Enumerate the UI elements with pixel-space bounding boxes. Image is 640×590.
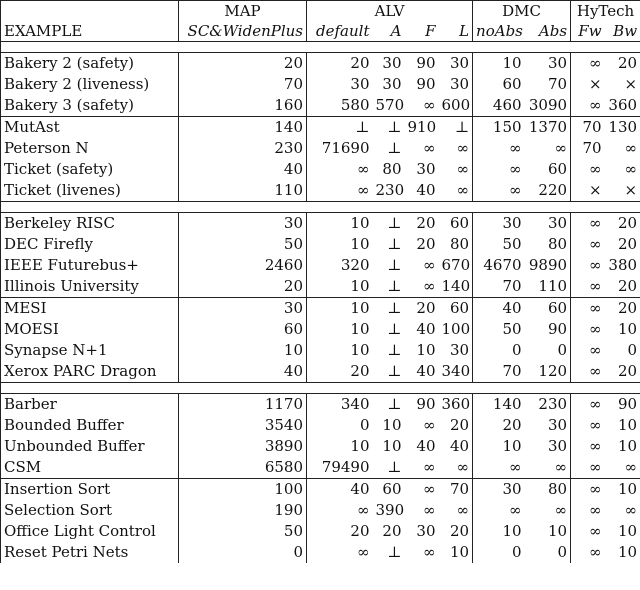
cell-example: Insertion Sort (1, 479, 179, 501)
cell-hy-bw: 10 (605, 436, 640, 457)
cell-dmc-abs: 9890 (528, 256, 568, 274)
cell-alv-default: ∞ (307, 500, 373, 521)
cell-hy-bw: 20 (605, 234, 640, 255)
cell-dmc-abs: 60 (525, 298, 571, 320)
cell-hy-fw: ∞ (571, 457, 605, 479)
cell-alv-f: 40 (416, 362, 436, 380)
cell-dmc-noabs: 10 (473, 436, 525, 457)
table-row (1, 117, 640, 139)
table-row (1, 521, 640, 542)
cell-alv-f: ∞ (423, 256, 436, 274)
cell-hy-fw: × (571, 74, 605, 95)
cell-hy-fw: ∞ (571, 394, 605, 416)
table-row (1, 319, 640, 340)
cell-alv-l: 40 (449, 437, 470, 455)
cell-alv-default: 40 (307, 479, 373, 501)
cell-alv-default: 20 (307, 361, 373, 383)
cell-hy-fw: ∞ (571, 542, 605, 563)
cell-alv-f: 20 (405, 298, 439, 320)
cell-map: 30 (179, 298, 307, 320)
cell-hy-bw: 20 (605, 298, 640, 320)
cell-hy-bw: ∞ (605, 457, 640, 479)
header-alv-default: default (307, 21, 373, 42)
cell-hy-bw: 10 (605, 479, 640, 501)
cell-alv-a: 570 (375, 96, 405, 114)
cell-hy-bw: 0 (605, 340, 640, 361)
cell-example: Reset Petri Nets (1, 542, 179, 563)
cell-hy-fw: ∞ (571, 521, 605, 542)
table-row (1, 457, 640, 479)
cell-alv-f: 90 (416, 75, 436, 93)
cell-alv-a: 60 (373, 479, 405, 501)
cell-hy-fw: ∞ (571, 234, 605, 255)
cell-dmc-abs: 80 (547, 235, 568, 253)
cell-alv-l: ∞ (456, 501, 470, 519)
cell-alv-l: ∞ (456, 160, 470, 178)
cell-map: 20 (179, 276, 307, 298)
cell-example: Peterson N (1, 138, 179, 159)
header-alv-f: F (405, 21, 439, 42)
table-body (1, 42, 640, 564)
table-row (1, 361, 640, 383)
cell-alv-a: ⊥ (387, 362, 402, 380)
cell-alv-f: ∞ (405, 479, 439, 501)
cell-alv-l: 30 (449, 54, 470, 72)
header-dmc-abs: Abs (525, 21, 571, 42)
cell-hy-fw: ∞ (571, 255, 605, 276)
cell-example: Bakery 3 (safety) (1, 95, 179, 117)
cell-dmc-abs: 80 (525, 479, 571, 501)
cell-alv-f: 20 (416, 214, 436, 232)
cell-dmc-noabs: 50 (473, 234, 525, 255)
table-row (1, 500, 640, 521)
cell-dmc-abs: 30 (547, 214, 568, 232)
cell-map: 3540 (179, 415, 307, 436)
cell-alv-f: 40 (416, 437, 436, 455)
cell-alv-default: 580 (307, 95, 373, 117)
table-row (1, 74, 640, 95)
table-row (1, 340, 640, 361)
cell-hy-fw: 70 (571, 117, 605, 139)
cell-dmc-noabs: 4670 (473, 255, 525, 276)
cell-alv-a: ⊥ (387, 256, 402, 274)
cell-alv-a: ⊥ (387, 320, 402, 338)
table-row (1, 159, 640, 180)
cell-dmc-noabs: 10 (473, 53, 525, 75)
cell-map: 70 (179, 74, 307, 95)
cell-example: MutAst (1, 117, 179, 139)
cell-alv-l: 10 (449, 543, 470, 561)
cell-alv-default: ⊥ (307, 117, 373, 139)
cell-dmc-abs: 0 (557, 341, 568, 359)
cell-alv-f: 910 (405, 117, 439, 139)
cell-alv-a: 80 (382, 160, 402, 178)
cell-example: MESI (1, 298, 179, 320)
cell-hy-bw: 10 (605, 521, 640, 542)
cell-alv-l: 70 (439, 479, 473, 501)
cell-dmc-abs: 110 (538, 277, 568, 295)
cell-alv-default: 20 (307, 521, 373, 542)
cell-dmc-abs: 3090 (528, 96, 568, 114)
cell-map: 60 (179, 319, 307, 340)
cell-dmc-noabs: ∞ (473, 180, 525, 202)
cell-alv-l: ∞ (456, 181, 470, 199)
cell-map: 50 (179, 234, 307, 255)
cell-alv-a: ⊥ (387, 395, 402, 413)
header-alv-a: A (373, 21, 405, 42)
header-alv-l: L (439, 21, 473, 42)
cell-hy-bw: 20 (605, 361, 640, 383)
group-separator (1, 202, 640, 213)
cell-dmc-noabs: 60 (473, 74, 525, 95)
cell-alv-f: ∞ (423, 96, 436, 114)
cell-hy-fw: ∞ (571, 95, 605, 117)
cell-dmc-abs: 70 (547, 75, 568, 93)
cell-dmc-noabs: 140 (473, 394, 525, 416)
cell-alv-l: 20 (449, 416, 470, 434)
cell-alv-default: 340 (307, 394, 373, 416)
cell-alv-a: ⊥ (373, 117, 405, 139)
cell-hy-bw: 20 (605, 53, 640, 75)
table-row (1, 276, 640, 298)
cell-alv-l: 360 (441, 395, 471, 413)
cell-hy-fw: ∞ (571, 53, 605, 75)
cell-dmc-noabs: ∞ (473, 457, 525, 479)
table-row (1, 213, 640, 235)
cell-alv-f: 40 (416, 181, 436, 199)
table-header (1, 1, 640, 42)
cell-alv-a: ⊥ (387, 214, 402, 232)
cell-dmc-abs: ∞ (554, 139, 568, 157)
header-dmc: DMC (473, 1, 571, 22)
cell-alv-l: 80 (449, 235, 470, 253)
cell-alv-l: 100 (441, 320, 471, 338)
cell-alv-default: 79490 (307, 457, 373, 479)
cell-dmc-noabs: ∞ (473, 159, 525, 180)
cell-hy-bw: ∞ (605, 138, 640, 159)
cell-hy-fw: × (571, 180, 605, 202)
cell-alv-l: 30 (449, 75, 470, 93)
cell-alv-default: 20 (307, 53, 373, 75)
table-row (1, 436, 640, 457)
cell-alv-l: 340 (441, 362, 471, 380)
cell-alv-default: 10 (307, 234, 373, 255)
cell-dmc-abs: ∞ (554, 501, 568, 519)
cell-dmc-noabs: 30 (473, 479, 525, 501)
cell-hy-bw: × (605, 180, 640, 202)
table-row (1, 95, 640, 117)
cell-dmc-noabs: 40 (473, 298, 525, 320)
cell-hy-bw: × (605, 74, 640, 95)
cell-dmc-abs: 10 (547, 522, 568, 540)
cell-alv-a: 390 (375, 501, 405, 519)
cell-hy-fw: ∞ (571, 415, 605, 436)
cell-dmc-abs: 230 (538, 395, 568, 413)
cell-map: 0 (179, 542, 307, 563)
cell-hy-fw: ∞ (571, 340, 605, 361)
cell-hy-bw: 10 (605, 415, 640, 436)
cell-map: 20 (179, 53, 307, 75)
cell-hy-bw: 360 (605, 95, 640, 117)
header-hy-bw: Bw (605, 21, 640, 42)
cell-alv-l: 60 (449, 214, 470, 232)
cell-alv-l: 670 (441, 256, 471, 274)
cell-alv-a: ⊥ (373, 298, 405, 320)
cell-alv-f: ∞ (423, 139, 436, 157)
cell-alv-a: 20 (382, 522, 402, 540)
cell-alv-a: 10 (382, 416, 402, 434)
header-hytech: HyTech (571, 1, 640, 22)
cell-alv-default: 0 (307, 415, 373, 436)
cell-alv-f: 20 (416, 235, 436, 253)
cell-map: 30 (179, 213, 307, 235)
cell-hy-fw: ∞ (571, 361, 605, 383)
cell-hy-bw: 20 (605, 213, 640, 235)
cell-dmc-noabs: 460 (473, 95, 525, 117)
header-alv: ALV (307, 1, 473, 22)
cell-dmc-abs: 0 (557, 543, 568, 561)
cell-alv-a: 10 (382, 437, 402, 455)
cell-alv-default: 10 (307, 298, 373, 320)
header-hy-fw: Fw (571, 21, 605, 42)
cell-dmc-abs: 30 (547, 54, 568, 72)
group-separator (1, 42, 640, 53)
cell-example: Ticket (livenes) (1, 180, 179, 202)
cell-dmc-abs: 60 (547, 160, 568, 178)
cell-map: 10 (179, 340, 307, 361)
cell-alv-f: ∞ (423, 277, 436, 295)
cell-dmc-noabs: ∞ (473, 500, 525, 521)
cell-map: 6580 (179, 457, 307, 479)
cell-example: Bakery 2 (safety) (1, 53, 179, 75)
cell-alv-default: ∞ (307, 542, 373, 563)
cell-alv-f: 30 (416, 522, 436, 540)
cell-map: 140 (179, 117, 307, 139)
cell-map: 190 (179, 500, 307, 521)
cell-example: Synapse N+1 (1, 340, 179, 361)
cell-dmc-abs: 1370 (525, 117, 571, 139)
header-example: EXAMPLE (1, 21, 179, 42)
cell-example: Xerox PARC Dragon (1, 361, 179, 383)
cell-alv-l: ⊥ (439, 117, 473, 139)
cell-map: 1170 (179, 394, 307, 416)
cell-example: Bakery 2 (liveness) (1, 74, 179, 95)
cell-alv-a: 30 (382, 75, 402, 93)
cell-map: 40 (179, 159, 307, 180)
table-row (1, 255, 640, 276)
cell-hy-bw: 20 (605, 276, 640, 298)
table-row (1, 298, 640, 320)
cell-alv-default: 10 (307, 276, 373, 298)
cell-alv-f: ∞ (423, 543, 436, 561)
cell-alv-default: 10 (307, 340, 373, 361)
cell-alv-a: ⊥ (387, 235, 402, 253)
cell-map: 160 (179, 95, 307, 117)
header-dmc-noabs: noAbs (473, 21, 525, 42)
table-row (1, 180, 640, 202)
cell-map: 100 (179, 479, 307, 501)
cell-alv-a: ⊥ (387, 341, 402, 359)
cell-alv-default: 10 (307, 436, 373, 457)
cell-alv-f: 10 (416, 341, 436, 359)
cell-alv-f: 30 (416, 160, 436, 178)
table-row (1, 53, 640, 75)
cell-alv-a: ⊥ (387, 543, 402, 561)
cell-alv-default: ∞ (307, 180, 373, 202)
cell-alv-default: 30 (307, 74, 373, 95)
cell-hy-fw: ∞ (571, 500, 605, 521)
cell-alv-default: 10 (307, 319, 373, 340)
cell-alv-a: ⊥ (387, 458, 402, 476)
cell-alv-default: 71690 (307, 138, 373, 159)
cell-alv-f: ∞ (423, 416, 436, 434)
cell-hy-bw: 10 (605, 319, 640, 340)
cell-alv-f: 90 (416, 54, 436, 72)
cell-dmc-noabs: 150 (473, 117, 525, 139)
table-row (1, 479, 640, 501)
cell-alv-default: 10 (307, 213, 373, 235)
cell-alv-a: 30 (382, 54, 402, 72)
cell-dmc-abs: 30 (547, 437, 568, 455)
cell-hy-fw: ∞ (571, 436, 605, 457)
cell-hy-fw: 70 (571, 138, 605, 159)
table-row (1, 138, 640, 159)
cell-dmc-abs: ∞ (554, 458, 568, 476)
cell-example: Ticket (safety) (1, 159, 179, 180)
cell-hy-fw: ∞ (571, 276, 605, 298)
cell-alv-default: ∞ (307, 159, 373, 180)
cell-dmc-abs: 220 (538, 181, 568, 199)
cell-alv-l: 20 (449, 522, 470, 540)
cell-example: Berkeley RISC (1, 213, 179, 235)
cell-dmc-noabs: 10 (473, 521, 525, 542)
cell-hy-fw: ∞ (571, 213, 605, 235)
header-map-col: SC&WidenPlus (179, 21, 307, 42)
cell-hy-bw: ∞ (605, 500, 640, 521)
cell-dmc-abs: 90 (547, 320, 568, 338)
cell-alv-f: 40 (416, 320, 436, 338)
cell-example: Illinois University (1, 276, 179, 298)
table-row (1, 542, 640, 563)
cell-alv-a: 230 (375, 181, 405, 199)
cell-dmc-noabs: 30 (473, 213, 525, 235)
cell-alv-f: 90 (416, 395, 436, 413)
cell-example: CSM (1, 457, 179, 479)
cell-example: Office Light Control (1, 521, 179, 542)
cell-alv-f: ∞ (423, 458, 436, 476)
cell-hy-bw: 90 (605, 394, 640, 416)
cell-hy-fw: ∞ (571, 159, 605, 180)
table-row (1, 234, 640, 255)
cell-dmc-noabs: 0 (473, 340, 525, 361)
cell-example: DEC Firefly (1, 234, 179, 255)
cell-map: 2460 (179, 255, 307, 276)
cell-dmc-noabs: 20 (473, 415, 525, 436)
cell-hy-bw: 380 (605, 255, 640, 276)
cell-alv-l: 60 (439, 298, 473, 320)
cell-alv-l: ∞ (456, 458, 470, 476)
cell-example: Selection Sort (1, 500, 179, 521)
cell-hy-fw: ∞ (571, 479, 605, 501)
cell-dmc-noabs: 70 (473, 361, 525, 383)
cell-dmc-noabs: ∞ (473, 138, 525, 159)
cell-example: Unbounded Buffer (1, 436, 179, 457)
cell-hy-fw: ∞ (571, 298, 605, 320)
cell-alv-l: ∞ (456, 139, 470, 157)
cell-hy-bw: 10 (605, 542, 640, 563)
cell-map: 110 (179, 180, 307, 202)
cell-example: MOESI (1, 319, 179, 340)
cell-hy-bw: ∞ (605, 159, 640, 180)
cell-dmc-noabs: 0 (473, 542, 525, 563)
cell-dmc-noabs: 70 (473, 276, 525, 298)
cell-example: Barber (1, 394, 179, 416)
table-row (1, 415, 640, 436)
cell-hy-bw: 130 (605, 117, 640, 139)
table-row (1, 394, 640, 416)
cell-alv-a: ⊥ (387, 277, 402, 295)
cell-dmc-abs: 30 (547, 416, 568, 434)
cell-alv-default: 320 (307, 255, 373, 276)
cell-map: 3890 (179, 436, 307, 457)
group-separator (1, 383, 640, 394)
cell-map: 50 (179, 521, 307, 542)
cell-dmc-abs: 120 (538, 362, 568, 380)
header-map: MAP (179, 1, 307, 22)
cell-hy-fw: ∞ (571, 319, 605, 340)
cell-map: 230 (179, 138, 307, 159)
cell-alv-a: ⊥ (387, 139, 402, 157)
cell-example: Bounded Buffer (1, 415, 179, 436)
cell-map: 40 (179, 361, 307, 383)
cell-alv-l: 600 (441, 96, 471, 114)
cell-dmc-noabs: 50 (473, 319, 525, 340)
cell-alv-f: ∞ (423, 501, 436, 519)
cell-alv-l: 30 (449, 341, 470, 359)
cell-alv-l: 140 (441, 277, 471, 295)
cell-example: IEEE Futurebus+ (1, 255, 179, 276)
